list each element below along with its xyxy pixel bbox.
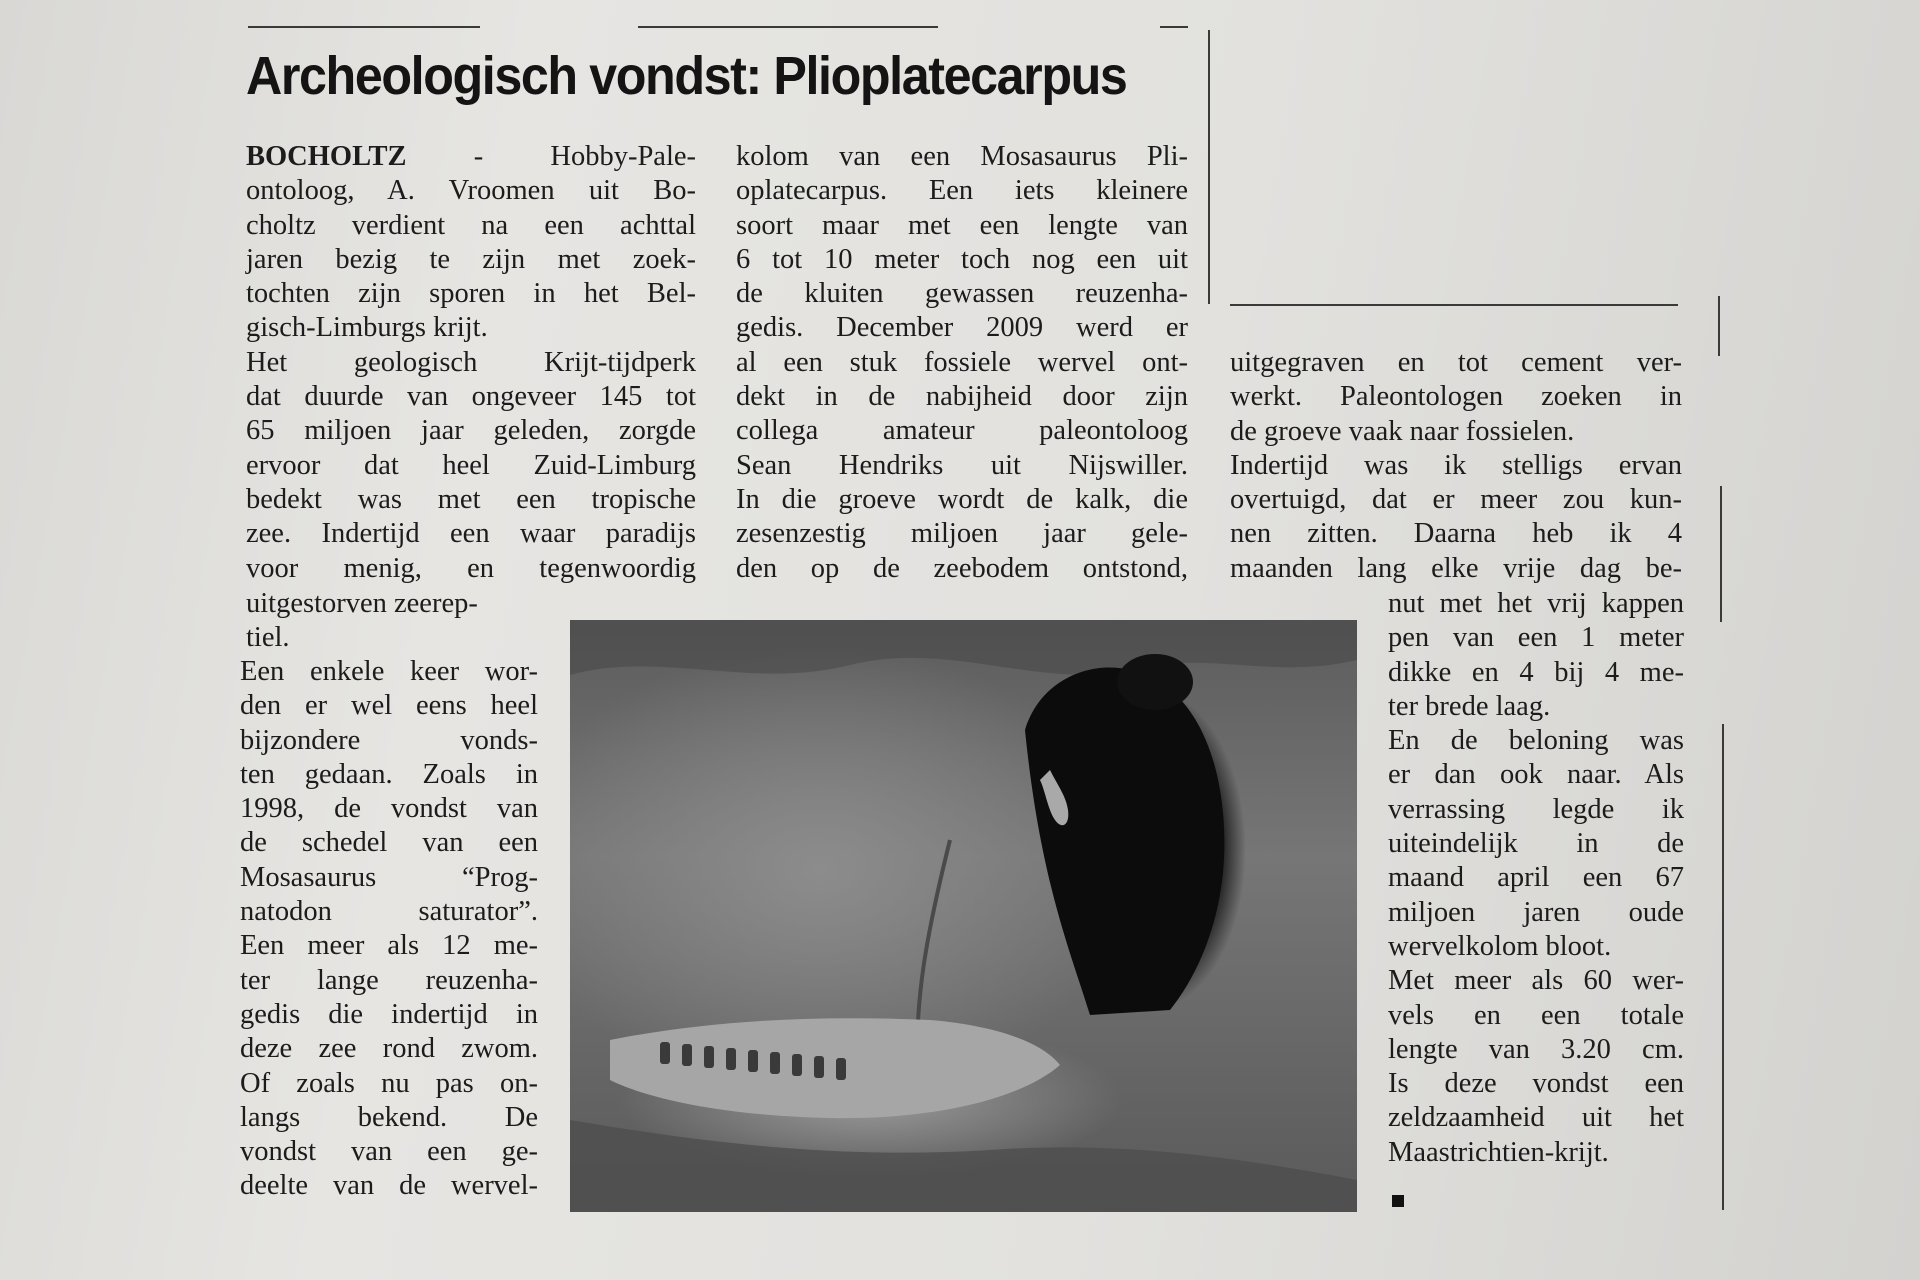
text-line: verrassing legde ik bbox=[1388, 793, 1684, 825]
text-line: soort maar met een lengte van bbox=[736, 209, 1188, 241]
text-line: gisch-Limburgs krijt. bbox=[246, 312, 488, 344]
text-line: ontoloog, A. Vroomen uit Bo- bbox=[246, 175, 696, 207]
photo-illustration bbox=[570, 620, 1357, 1212]
text-line: nut met het vrij kappen bbox=[1388, 588, 1684, 619]
text-line: choltz verdient na een achttal bbox=[246, 209, 696, 241]
text-line: er dan ook naar. Als bbox=[1388, 759, 1684, 791]
text-line: nen zitten. Daarna heb ik 4 bbox=[1230, 518, 1682, 550]
text-line: den er wel eens heel bbox=[240, 690, 538, 722]
text-line: voor menig, en tegenwoordig bbox=[246, 552, 696, 584]
text-line: zee. Indertijd een waar paradijs bbox=[246, 518, 696, 550]
text-line: bedekt was met een tropische bbox=[246, 483, 696, 515]
column-1-top-text bbox=[246, 140, 696, 586]
text-line: tiel. bbox=[246, 622, 290, 654]
text-line: lengte van 3.20 cm. bbox=[1388, 1033, 1684, 1065]
text-line: de groeve vaak naar fossielen. bbox=[1230, 415, 1575, 447]
text-line: oplatecarpus. Een iets kleinere bbox=[736, 175, 1188, 207]
text-line: gedis. December 2009 werd er bbox=[736, 312, 1188, 344]
text-line: Maastrichtien-krijt. bbox=[1388, 1136, 1609, 1168]
text-line: En de beloning was bbox=[1388, 725, 1684, 757]
text-line: bijzondere vonds- bbox=[240, 724, 538, 756]
text-line: uitgegraven en tot cement ver- bbox=[1230, 347, 1682, 378]
text-line: deelte van de wervel- bbox=[240, 1170, 538, 1202]
text-line: maand april een 67 bbox=[1388, 862, 1684, 894]
top-rule-right bbox=[1160, 26, 1188, 28]
column-1-bottom-text bbox=[240, 655, 538, 1204]
column-1-wrap-text bbox=[246, 587, 538, 656]
text-line: 1998, de vondst van bbox=[240, 793, 538, 825]
text-line: Een meer als 12 me- bbox=[240, 930, 538, 962]
top-rule-middle bbox=[638, 26, 938, 28]
text-line: kolom van een Mosasaurus Pli- bbox=[736, 141, 1188, 172]
right-edge-rule-upper bbox=[1718, 296, 1720, 356]
column-3-bottom-text bbox=[1388, 587, 1684, 1170]
text-line: overtuigd, dat er meer zou kun- bbox=[1230, 484, 1682, 516]
text-line: vondst van een ge- bbox=[240, 1136, 538, 1168]
text-line: gedis die indertijd in bbox=[240, 998, 538, 1030]
text-line: zesenzestig miljoen jaar gele- bbox=[736, 518, 1188, 550]
text-line: Een enkele keer wor- bbox=[240, 656, 538, 687]
text-line: vels en een totale bbox=[1388, 999, 1684, 1031]
text-line: 65 miljoen jaar geleden, zorgde bbox=[246, 415, 696, 447]
text-line: zeldzaamheid uit het bbox=[1388, 1102, 1684, 1134]
text-line: dekt in de nabijheid door zijn bbox=[736, 381, 1188, 413]
text-line: Is deze vondst een bbox=[1388, 1068, 1684, 1100]
text-line: ten gedaan. Zoals in bbox=[240, 758, 538, 790]
right-edge-rule-middle bbox=[1720, 486, 1722, 622]
top-rule-left bbox=[248, 26, 480, 28]
text-line: de schedel van een bbox=[240, 827, 538, 859]
text-line: ter brede laag. bbox=[1388, 690, 1551, 722]
column-3-top-text bbox=[1230, 346, 1682, 586]
text-line: ter lange reuzenha- bbox=[240, 964, 538, 996]
right-column-top-rule bbox=[1230, 304, 1678, 306]
text-line: werkt. Paleontologen zoeken in bbox=[1230, 381, 1682, 413]
headline-vertical-rule bbox=[1208, 30, 1210, 304]
text-line: jaren bezig te zijn met zoek- bbox=[246, 243, 696, 275]
text-line: de kluiten gewassen reuzenha- bbox=[736, 278, 1188, 310]
text-line: Mosasaurus “Prog- bbox=[240, 861, 538, 893]
text-line: dikke en 4 bij 4 me- bbox=[1388, 656, 1684, 688]
text-line: ervoor dat heel Zuid-Limburg bbox=[246, 449, 696, 481]
text-line: miljoen jaren oude bbox=[1388, 896, 1684, 928]
text-line: maanden lang elke vrije dag be- bbox=[1230, 552, 1682, 584]
text-line: dat duurde van ongeveer 145 tot bbox=[246, 381, 696, 413]
text-line: deze zee rond zwom. bbox=[240, 1033, 538, 1065]
text-line: langs bekend. De bbox=[240, 1101, 538, 1133]
text-line: natodon saturator”. bbox=[240, 896, 538, 928]
text-line: uitgestorven zeerep- bbox=[246, 588, 478, 619]
text-line: Sean Hendriks uit Nijswiller. bbox=[736, 449, 1188, 481]
text-line: pen van een 1 meter bbox=[1388, 622, 1684, 654]
text-line: BOCHOLTZ - Hobby-Pale- bbox=[246, 141, 696, 172]
text-line: Of zoals nu pas on- bbox=[240, 1067, 538, 1099]
text-line: Met meer als 60 wer- bbox=[1388, 965, 1684, 997]
text-line: tochten zijn sporen in het Bel- bbox=[246, 278, 696, 310]
text-line: Het geologisch Krijt-tijdperk bbox=[246, 346, 696, 378]
text-line: 6 tot 10 meter toch nog een uit bbox=[736, 243, 1188, 275]
text-line: In die groeve wordt de kalk, die bbox=[736, 483, 1188, 515]
text-line: collega amateur paleontoloog bbox=[736, 415, 1188, 447]
article-headline: Archeologisch vondst: Plioplatecarpus bbox=[246, 46, 1127, 106]
text-line: wervelkolom bloot. bbox=[1388, 930, 1612, 962]
text-line: uiteindelijk in de bbox=[1388, 828, 1684, 860]
text-line: al een stuk fossiele wervel ont- bbox=[736, 346, 1188, 378]
column-2-text bbox=[736, 140, 1188, 586]
end-of-article-mark bbox=[1392, 1195, 1404, 1207]
excavation-photo bbox=[570, 620, 1357, 1212]
dateline: BOCHOLTZ bbox=[246, 141, 407, 172]
text-line: Indertijd was ik stelligs ervan bbox=[1230, 449, 1682, 481]
text-line: den op de zeebodem ontstond, bbox=[736, 552, 1188, 584]
right-edge-rule-lower bbox=[1722, 724, 1724, 1210]
